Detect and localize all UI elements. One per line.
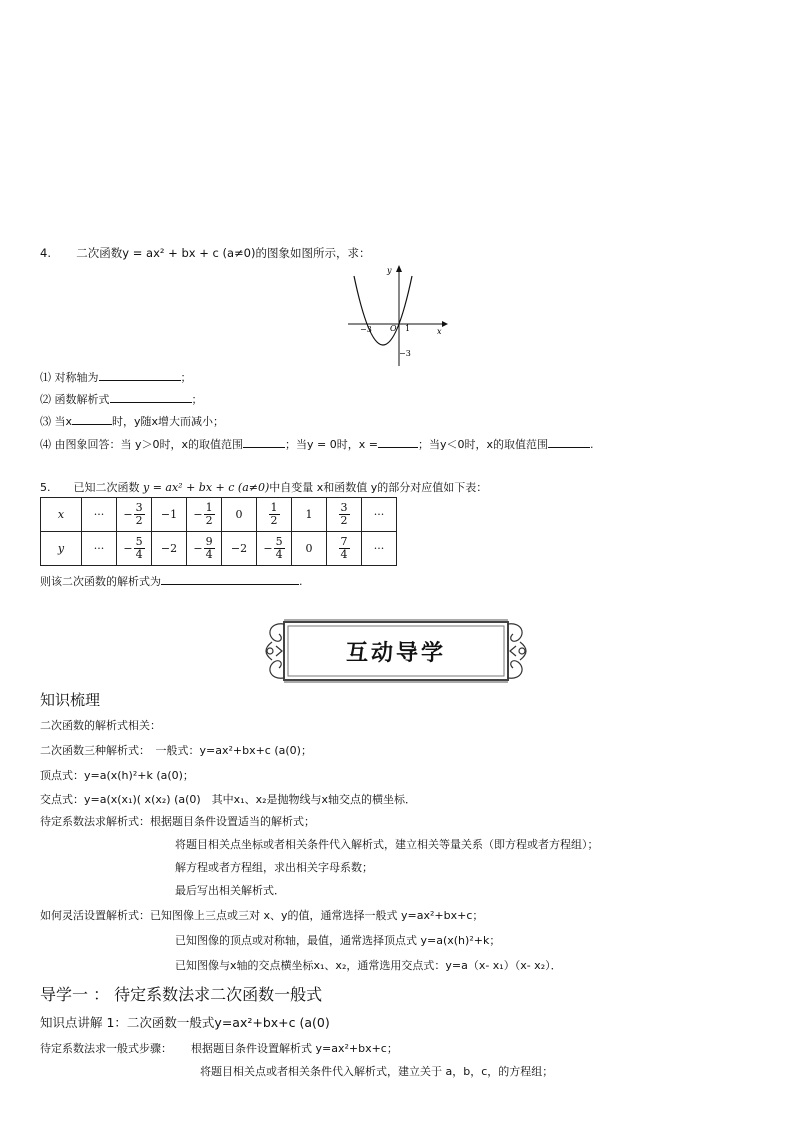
q4-number: 4. [40, 246, 51, 260]
guide1-point: 知识点讲解 1：二次函数一般式y=ax²+bx+c (a(0) [40, 1015, 330, 1030]
table-cell-x-1: − $\frac{3}{2}$ [117, 498, 152, 532]
knowledge-line-8: 最后写出相关解析式． [175, 884, 285, 897]
row-label-x: x [41, 498, 82, 532]
table-cell-y-5: − $\frac{5}{4}$ [257, 532, 292, 566]
row-label-y: y [41, 532, 82, 566]
knowledge-line-2: 二次函数三种解析式： 一般式：y=ax²+bx+c (a(0)； [40, 744, 312, 757]
table-cell-x-5: $\frac{1}{2}$ [257, 498, 292, 532]
knowledge-line-9: 如何灵活设置解析式：已知图像上三点或三对 x、y的值，通常选择一般式 y=ax²+bx+c； [40, 909, 484, 922]
graph-label-x-right: 1 [405, 324, 411, 333]
q4-part4: ⑷ 由图象回答：当 y＞0时，x的取值范围 ；当y = 0时，x = ；当y＜0时，x的取值范围 . [40, 438, 594, 451]
q4-part3: ⑶ 当x 时，y随x增大而减小； [40, 415, 225, 428]
table-cell-y-8: ··· [362, 532, 397, 566]
q4-parabola-graph [346, 262, 450, 370]
knowledge-line-7: 解方程或者方程组，求出相关字母系数； [175, 861, 373, 874]
knowledge-line-1: 二次函数的解析式相关： [40, 719, 161, 732]
knowledge-line-5: 待定系数法求解析式：根据题目条件设置适当的解析式； [40, 815, 315, 828]
table-cell-x-0: ··· [82, 498, 117, 532]
q4-part1: ⑴ 对称轴为 ； [40, 371, 192, 384]
y-axis-arrow-icon [396, 265, 402, 272]
table-cell-y-3: − $\frac{9}{4}$ [187, 532, 222, 566]
table-cell-y-7: $\frac{7}{4}$ [327, 532, 362, 566]
q4-part2-blank[interactable] [110, 391, 192, 403]
table-cell-x-4: 0 [222, 498, 257, 532]
guide1-step-1: 根据题目条件设置解析式 y=ax²+bx+c； [191, 1042, 398, 1055]
q5-stem-cond: (a≠0) [237, 481, 270, 494]
left-ornament-icon [266, 624, 284, 678]
q4-stem-prefix: 二次函数 [76, 246, 123, 260]
q4-part4-blank-1[interactable] [243, 436, 285, 448]
table-cell-x-7: $\frac{3}{2}$ [327, 498, 362, 532]
q4-part4-blank-2[interactable] [378, 436, 418, 448]
parabola-curve [354, 276, 412, 345]
q4-stem [40, 245, 370, 261]
q5-number: 5. [40, 481, 51, 494]
q4-stem-suffix: 的图象如图所示，求： [255, 246, 371, 260]
q5-stem-prefix: 已知二次函数 [73, 481, 140, 494]
q5-value-table [40, 497, 397, 566]
q5-stem [40, 479, 487, 495]
graph-label-y: y [387, 266, 392, 275]
knowledge-heading: 知识梳理 [40, 691, 101, 709]
knowledge-line-4: 交点式：y=a(x(x₁)( x(x₂) (a(0) 其中x₁、x₂是抛物线与x轴交点的横坐标． [40, 793, 417, 806]
table-cell-y-6: 0 [292, 532, 327, 566]
knowledge-line-3: 顶点式：y=a(x(h)²+k (a(0)； [40, 769, 194, 782]
table-cell-x-3: − $\frac{1}{2}$ [187, 498, 222, 532]
q4-stem-formula: y = ax² + bx + c (a≠0) [122, 246, 256, 260]
x-axis-arrow-icon [442, 321, 448, 327]
q4-part1-blank[interactable] [99, 369, 181, 381]
graph-label-x: x [437, 327, 442, 336]
table-cell-y-4: −2 [222, 532, 257, 566]
table-cell-y-2: −2 [152, 532, 187, 566]
table-row-x [41, 498, 397, 532]
guide1-steps-label: 待定系数法求一般式步骤： [40, 1042, 172, 1055]
knowledge-line-11: 已知图像与x轴的交点横坐标x₁、x₂，通常选用交点式：y=a（x- x₁）（x- x₂）． [175, 959, 562, 972]
knowledge-line-10: 已知图像的顶点或对称轴，最值，通常选择顶点式 y=a(x(h)²+k； [175, 934, 501, 947]
q5-stem-suffix: 中自变量 x和函数值 y的部分对应值如下表： [269, 481, 488, 494]
table-row-y [41, 532, 397, 566]
q5-answer: 则该二次函数的解析式为 . [40, 575, 303, 588]
q4-part4-blank-3[interactable] [548, 436, 590, 448]
table-cell-x-8: ··· [362, 498, 397, 532]
q5-answer-blank[interactable] [161, 573, 299, 585]
graph-label-x-left: −3 [360, 325, 372, 334]
knowledge-line-6: 将题目相关点坐标或者相关条件代入解析式，建立相关等量关系（即方程或者方程组）； [175, 838, 599, 851]
q4-part3-blank[interactable] [72, 413, 112, 425]
right-ornament-icon [508, 624, 526, 678]
guide1-step-2: 将题目相关点或者相关条件代入解析式，建立关于 a，b，c，的方程组； [200, 1065, 554, 1078]
q5-stem-formula: y = ax² + bx + c [143, 481, 235, 494]
graph-label-y-min: −3 [399, 349, 411, 358]
banner-title: 互动导学 [346, 640, 447, 666]
q4-part2: ⑵ 函数解析式 ； [40, 393, 203, 406]
guide1-steps [40, 1040, 398, 1056]
table-cell-y-0: ··· [82, 532, 117, 566]
table-cell-x-6: 1 [292, 498, 327, 532]
table-cell-x-2: −1 [152, 498, 187, 532]
graph-label-origin: O [390, 324, 397, 333]
guide1-title: 导学一 ： 待定系数法求二次函数一般式 [40, 985, 323, 1004]
table-cell-y-1: − $\frac{5}{4}$ [117, 532, 152, 566]
